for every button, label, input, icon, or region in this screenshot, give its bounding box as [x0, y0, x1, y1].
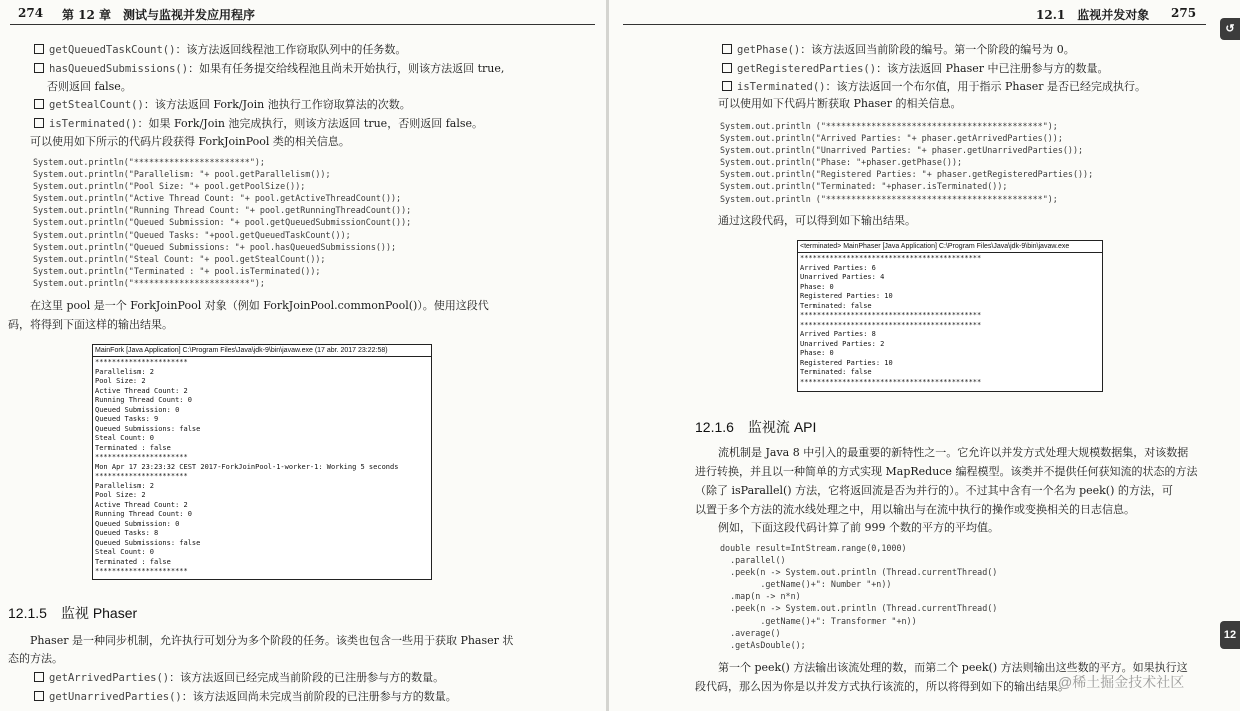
checkbox-icon: [722, 44, 732, 54]
bullet-item: getQueuedTaskCount()：该方法返回线程池工作窃取队列中的任务数。: [34, 43, 406, 57]
bullet-item: isTerminated()：如果 Fork/Join 池完成执行，则该方法返回 true，否则返回 false。: [34, 117, 483, 131]
bullet-continuation: 否则返回 false。: [47, 80, 132, 93]
checkbox-icon: [34, 63, 44, 73]
checkbox-icon: [34, 672, 44, 682]
chapter-tab[interactable]: 12: [1220, 621, 1240, 649]
paragraph-line: 态的方法。: [8, 652, 63, 665]
bullet-item: hasQueuedSubmissions()：如果有任务提交给线程池且尚未开始执行，则该方法返回 true,: [34, 62, 504, 76]
checkbox-icon: [34, 99, 44, 109]
bullet-item: getStealCount()：该方法返回 Fork/Join 池执行工作窃取算法的次数。: [34, 98, 411, 112]
bullet-item: getUnarrivedParties()：该方法返回尚未完成当前阶段的已注册参与方的数量。: [34, 690, 457, 704]
console-title: <terminated> MainPhaser [Java Application] C:\Program Files\Java\jdk-9\bin\javaw.exe: [798, 241, 1102, 253]
paragraph-line: 流机制是 Java 8 中引入的最重要的新特性之一。它允许以并发方式处理大规模数据集，对该数据: [718, 446, 1189, 459]
result-line: 通过这段代码，可以得到如下输出结果。: [718, 214, 916, 227]
checkbox-icon: [34, 118, 44, 128]
console-output: [92, 344, 432, 580]
code-block: System.out.println ("*******************************************"); System.out.println("Arrived Parties: "+ phaser.getArrivedParties()); System.out.println("Unarrived Parties: "+ phaser.getUnarrivedParties()); System.out.println("Phase: "+phaser.getPhase()); System.out.println("Registered Parties: "+ phaser.getRegisteredParties()); System.out.println("Terminated: "+phaser.isTerminated()); System.out.println ("*******************************************");: [720, 121, 1094, 204]
console-text: ******************************************* Arrived Parties: 6 Unarrived Parties: 4 Phase: 0 Registered Parties: 10 Terminated: false ******************************************* ******************************************* Arrived Parties: 8 Unarrived Parties: 2 Phase: 0 Registered Parties: 10 Terminated: false *******************************************: [800, 254, 982, 386]
right-page: [609, 0, 1240, 711]
paragraph-line: 码，将得到下面这样的输出结果。: [8, 318, 173, 331]
code-block: System.out.println("***********************"); System.out.println("Parallelism: "+ pool.getParallelism()); System.out.println("Pool Size: "+ pool.getPoolSize()); System.out.println("Active Thread Count: "+ pool.getActiveThreadCount()); System.out.println("Running Thread Count: "+ pool.getRunningThreadCount()); System.out.println("Queued Submission: "+ pool.getQueuedSubmissionCount()); System.out.println("Queued Tasks: "+pool.getQueuedTaskCount()); System.out.println("Queued Submissions: "+ pool.hasQueuedSubmissions()); System.out.println("Steal Count: "+ pool.getStealCount()); System.out.println("Terminated : "+ pool.isTerminated()); System.out.println("***********************");: [33, 157, 412, 288]
chapter-header: 第 12 章 测试与监视并发应用程序: [62, 8, 256, 22]
paragraph-line: 第一个 peek() 方法输出该流处理的数，而第二个 peek() 方法则输出这些数的平方。如果执行这: [718, 661, 1188, 674]
bullet-item: getArrivedParties()：该方法返回已经完成当前阶段的已注册参与方的数量。: [34, 671, 444, 685]
paragraph-line: 以置于多个方法的流水线处理之中，用以输出与在流中执行的操作或变换相关的日志信息。: [695, 503, 1135, 516]
paragraph-line: （除了 isParallel() 方法，它将返回流是否为并行的）。不过其中含有一个名为 peek() 的方法，可: [695, 484, 1173, 497]
checkbox-icon: [34, 44, 44, 54]
intro-line: 可以使用如下代码片断获取 Phaser 的相关信息。: [718, 97, 962, 110]
console-output: [797, 240, 1103, 392]
section-header: 12.1 监视并发对象: [1036, 8, 1150, 22]
checkbox-icon: [722, 81, 732, 91]
paragraph-line: 段代码，那么因为你是以并发方式执行该流的，所以将得到如下的输出结果。: [695, 680, 1069, 693]
code-block: double result=IntStream.range(0,1000) .parallel() .peek(n -> System.out.println (Thread.currentThread() .getName()+": Number "+n)) .map(n -> n*n) .peek(n -> System.out.println (Thread.currentThread() .getName()+": Transformer "+n)) .average() .getAsDouble();: [720, 543, 998, 650]
checkbox-icon: [34, 691, 44, 701]
paragraph-line: 进行转换，并且以一种简单的方式实现 MapReduce 编程模型。该类并不提供任何获知流的状态的方法: [695, 465, 1198, 478]
section-title: 12.1.5 监视 Phaser: [8, 605, 138, 621]
back-icon[interactable]: ↺: [1220, 18, 1240, 40]
bullet-item: getRegisteredParties()：该方法返回 Phaser 中已注册参与方的数量。: [722, 62, 1109, 76]
paragraph-line: Phaser 是一种同步机制，允许执行可划分为多个阶段的任务。该类也包含一些用于获取 Phaser 状: [30, 634, 514, 647]
section-title: 12.1.6 监视流 API: [695, 419, 817, 435]
bullet-item: getPhase()：该方法返回当前阶段的编号。第一个阶段的编号为 0。: [722, 43, 1075, 57]
page-number: 274: [18, 6, 44, 20]
left-page: [0, 0, 606, 711]
example-line: 例如，下面这段代码计算了前 999 个数的平方的平均值。: [718, 521, 999, 534]
console-text: ********************** Parallelism: 2 Pool Size: 2 Active Thread Count: 2 Running Thread Count: 0 Queued Submission: 0 Queued Tasks: 9 Queued Submissions: false Steal Count: 0 Terminated : false ********************** Mon Apr 17 23:23:32 CEST 2017-ForkJoinPool-1-worker-1: Working 5 seconds ********************** Parallelism: 2 Pool Size: 2 Active Thread Count: 2 Running Thread Count: 0 Queued Submission: 0 Queued Tasks: 8 Queued Submissions: false Steal Count: 0 Terminated : false **********************: [95, 358, 399, 575]
page-number: 275: [1171, 6, 1197, 20]
console-title: MainFork [Java Application] C:\Program Files\Java\jdk-9\bin\javaw.exe (17 abr. 2017 23:22:58): [93, 345, 431, 357]
checkbox-icon: [722, 63, 732, 73]
intro-line: 可以使用如下所示的代码片段获得 ForkJoinPool 类的相关信息。: [30, 135, 350, 148]
paragraph-line: 在这里 pool 是一个 ForkJoinPool 对象（例如 ForkJoinPool.commonPool()）。使用这段代: [30, 299, 489, 312]
watermark: @稀土掘金技术社区: [1058, 674, 1185, 690]
bullet-item: isTerminated()：该方法返回一个布尔值，用于指示 Phaser 是否已经完成执行。: [722, 80, 1146, 94]
header-rule: [10, 24, 595, 25]
header-rule: [623, 24, 1206, 25]
